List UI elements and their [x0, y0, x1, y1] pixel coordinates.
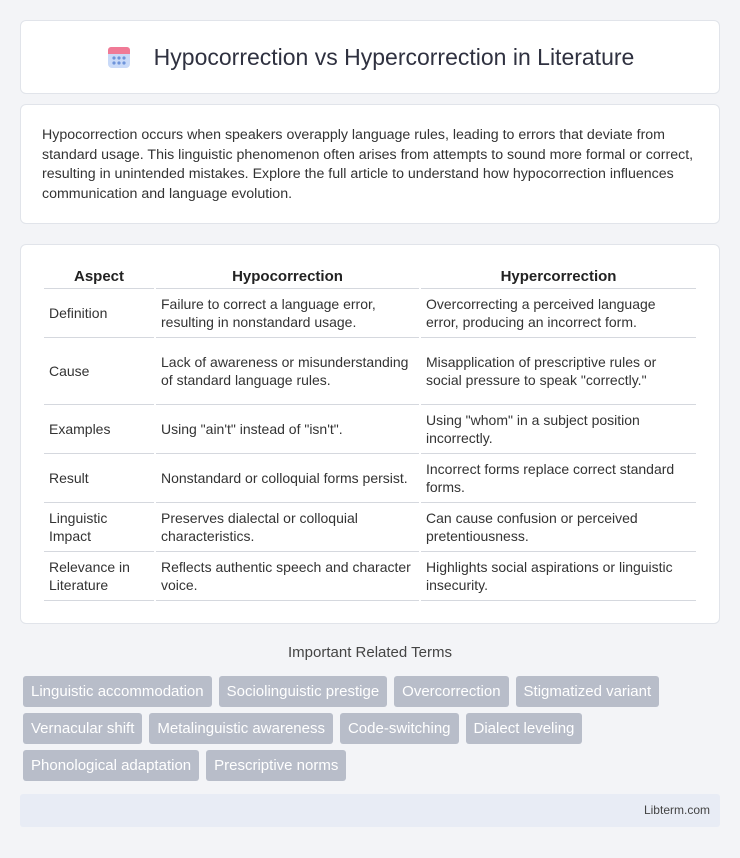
table-cell-aspect: Relevance in Literature	[44, 552, 154, 601]
table-cell-hypocorrection: Reflects authentic speech and character voice.	[156, 552, 419, 601]
footer	[20, 794, 720, 827]
intro-paragraph: Hypocorrection occurs when speakers overapply language rules, leading to errors that deviate from standard usage. This linguistic phenomenon often arises from attempts to sound more formal or correct, resulting in unintended mistakes. Explore the full article to understand how hypocorrection influences communication and language evolution.	[42, 127, 694, 202]
table-row	[44, 289, 696, 338]
table-header-row	[44, 265, 696, 289]
table-cell-aspect: Linguistic Impact	[44, 503, 154, 552]
related-term-tag[interactable]: Linguistic accommodation	[23, 676, 212, 707]
table-cell-hypercorrection: Incorrect forms replace correct standard forms.	[421, 454, 696, 503]
table-cell-hypocorrection: Using "ain't" instead of "isn't".	[156, 405, 419, 454]
column-header-hypocorrection: Hypocorrection	[156, 265, 419, 289]
column-header-aspect: Aspect	[44, 265, 154, 289]
comparison-table	[42, 265, 698, 601]
table-cell-aspect: Cause	[44, 338, 154, 405]
table-row	[44, 338, 696, 405]
table-cell-hypercorrection: Highlights social aspirations or linguistic insecurity.	[421, 552, 696, 601]
related-term-tag[interactable]: Overcorrection	[394, 676, 508, 707]
related-term-tag[interactable]: Vernacular shift	[23, 713, 142, 744]
related-term-tag[interactable]: Dialect leveling	[466, 713, 583, 744]
table-row	[44, 503, 696, 552]
related-term-tag[interactable]: Phonological adaptation	[23, 750, 199, 781]
calendar-grid-icon	[106, 44, 132, 70]
title-card	[20, 20, 720, 94]
table-cell-hypocorrection: Lack of awareness or misunderstanding of standard language rules.	[156, 338, 419, 405]
table-cell-hypocorrection: Preserves dialectal or colloquial characteristics.	[156, 503, 419, 552]
related-term-tag[interactable]: Sociolinguistic prestige	[219, 676, 388, 707]
column-header-hypercorrection: Hypercorrection	[421, 265, 696, 289]
table-cell-hypercorrection: Using "whom" in a subject position incorrectly.	[421, 405, 696, 454]
table-cell-aspect: Examples	[44, 405, 154, 454]
related-term-tag[interactable]: Metalinguistic awareness	[149, 713, 333, 744]
page-title: Hypocorrection vs Hypercorrection in Literature	[153, 43, 635, 70]
table-cell-hypocorrection: Failure to correct a language error, resulting in nonstandard usage.	[156, 289, 419, 338]
table-cell-aspect: Definition	[44, 289, 154, 338]
related-terms-list	[23, 676, 723, 787]
related-terms-heading: Important Related Terms	[288, 644, 452, 661]
table-cell-aspect: Result	[44, 454, 154, 503]
intro-card	[20, 104, 720, 224]
table-cell-hypercorrection: Can cause confusion or perceived pretentiousness.	[421, 503, 696, 552]
table-row	[44, 454, 696, 503]
table-row	[44, 405, 696, 454]
comparison-table-card	[20, 244, 720, 624]
footer-site-link[interactable]: Libterm.com	[643, 803, 710, 817]
table-cell-hypocorrection: Nonstandard or colloquial forms persist.	[156, 454, 419, 503]
table-row	[44, 552, 696, 601]
related-term-tag[interactable]: Code-switching	[340, 713, 459, 744]
table-cell-hypercorrection: Misapplication of prescriptive rules or social pressure to speak "correctly."	[421, 338, 696, 405]
related-term-tag[interactable]: Prescriptive norms	[206, 750, 346, 781]
related-term-tag[interactable]: Stigmatized variant	[516, 676, 660, 707]
table-cell-hypercorrection: Overcorrecting a perceived language error, producing an incorrect form.	[421, 289, 696, 338]
